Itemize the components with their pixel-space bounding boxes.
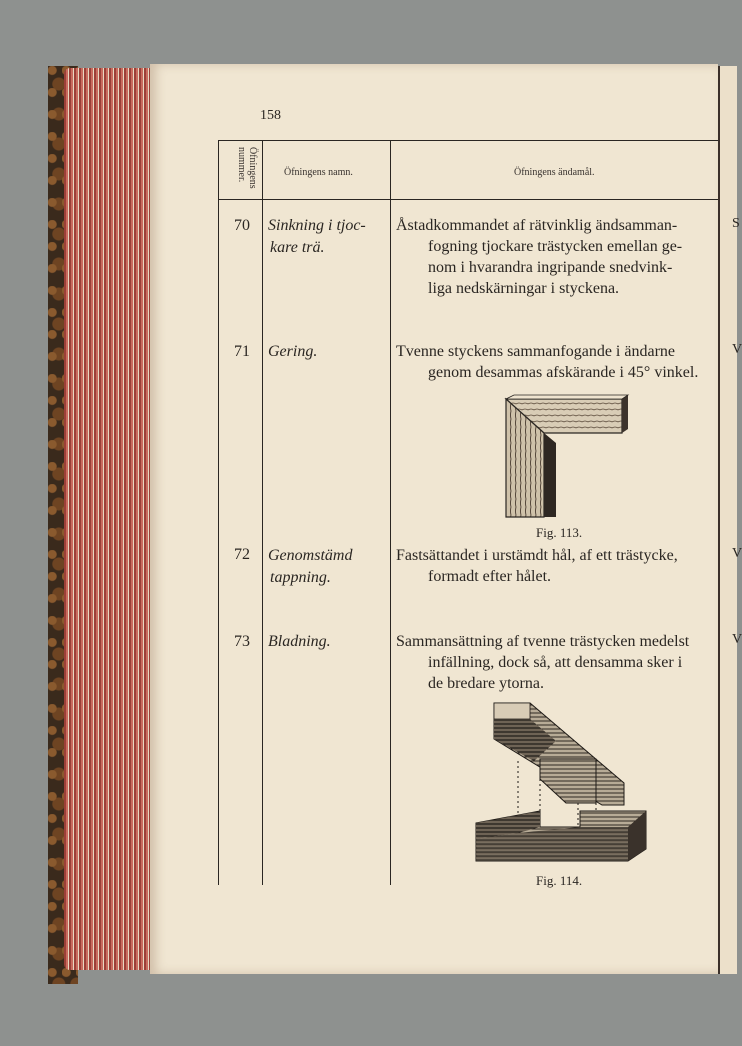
desc-line: liga nedskärningar i styckena. xyxy=(428,280,620,297)
desc-line: genom desammas afskärande i 45° vinkel. xyxy=(428,364,699,381)
lap-joint-illustration xyxy=(474,699,650,865)
desc-line: fogning tjockare trästycken emellan ge- xyxy=(428,238,683,255)
row-description xyxy=(396,631,718,694)
desc-line: de bredare ytorna. xyxy=(428,675,544,692)
row-number: 73 xyxy=(234,633,250,650)
desc-line: nom i hvarandra ingripande snedvink- xyxy=(428,259,673,276)
desc-line: Fastsättandet i urstämdt hål, af ett trästycke, xyxy=(396,547,678,564)
next-page-fragment: V xyxy=(732,546,742,561)
desc-line: formadt efter hålet. xyxy=(428,568,552,585)
header-purpose: Öfningens ändamål. xyxy=(514,167,595,178)
row-name xyxy=(268,631,388,653)
row-name xyxy=(268,341,388,363)
miter-joint-illustration xyxy=(504,395,628,521)
next-page-edge xyxy=(718,66,742,974)
row-number: 70 xyxy=(234,217,250,234)
row-description xyxy=(396,215,718,299)
next-page-fragment: V xyxy=(732,342,742,357)
name-line: kare trä. xyxy=(270,239,325,256)
row-name xyxy=(268,215,388,259)
book-page xyxy=(150,64,718,974)
name-line: Sinkning i tjoc- xyxy=(268,217,366,234)
row-number: 72 xyxy=(234,546,250,563)
page-number: 158 xyxy=(260,108,281,123)
name-line: Genomstämd xyxy=(268,547,353,564)
figure-caption: Fig. 113. xyxy=(536,525,583,540)
desc-line: Tvenne styckens sammanfogande i ändarne xyxy=(396,343,676,360)
row-name xyxy=(268,545,388,589)
row-description xyxy=(396,545,718,587)
next-page-fragment: V xyxy=(732,632,742,647)
desc-line: infällning, dock så, att densamma sker i xyxy=(428,654,683,671)
header-name: Öfningens namn. xyxy=(284,167,353,178)
name-line: tappning. xyxy=(270,569,331,586)
header-number: Öfningens nummer. xyxy=(236,147,258,189)
exercise-table xyxy=(218,140,718,888)
desc-line: Sammansättning af tvenne trästycken medelst xyxy=(396,633,690,650)
row-description xyxy=(396,341,718,383)
name-line: Gering. xyxy=(268,343,318,360)
name-line: Bladning. xyxy=(268,633,331,650)
row-number: 71 xyxy=(234,343,250,360)
page-edges xyxy=(64,68,160,970)
figure-caption: Fig. 114. xyxy=(536,873,583,888)
next-page-fragment: S xyxy=(732,216,740,231)
desc-line: Åstadkommandet af rätvinklig ändsamman- xyxy=(396,217,678,234)
